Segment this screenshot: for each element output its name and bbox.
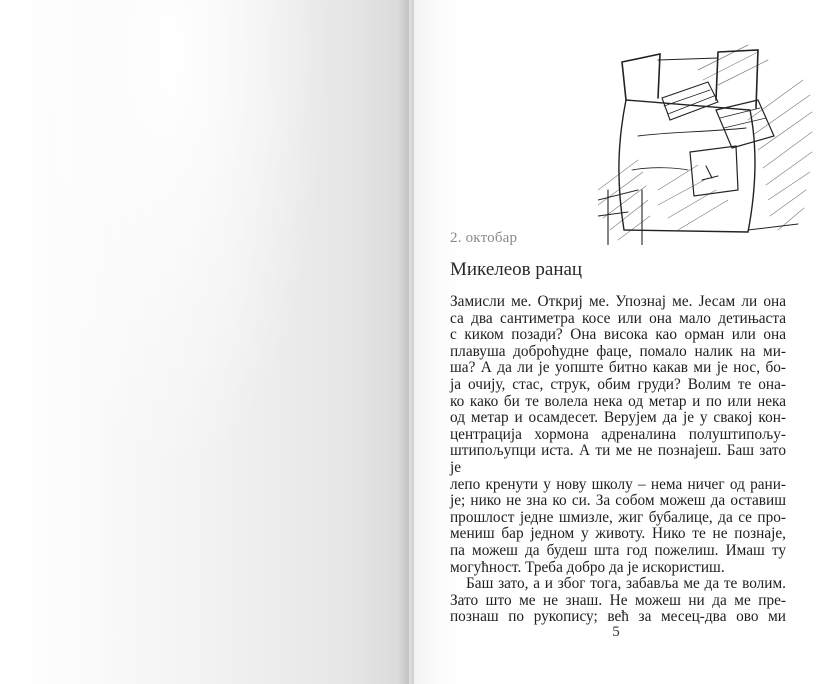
body-text-line: познаш по рукопису; већ за месец-два ово ми [450,608,786,626]
body-text-line: ша? А да ли је уопште битно какав ми је нос, бо- [450,359,786,377]
chapter-body-text [450,294,786,626]
body-text-line: Баш зато, а и због тога, забавља ме да те волим. [466,575,786,593]
backpack-sketch-icon [598,40,814,245]
page-number: 5 [612,624,620,640]
body-text-line: па можеш да будеш шта год пожелиш. Имаш ту [450,541,786,559]
body-text-line: лепо кренути у нову школу – нема ничег од рани- [450,475,786,493]
body-text-line: плавуша доброћудне фаце, помало налик на ми- [450,342,786,360]
body-text-line: с киком позади? Она висока као орман или она [450,326,786,344]
body-text-line: ко како би те волела нека од метар и по или нека [450,392,786,410]
body-text-line: могућност. Треба добро да је искористиш. [450,558,725,576]
body-text-line: мениш бар једном у животу. Нико те не познаје, [450,525,786,543]
body-text-line: са два сантиметра косе или она мало детињаста [450,309,786,327]
body-text-line: од метар и осамдесет. Верујем да је у свакој кон- [450,409,786,427]
body-text-line: прошлост једне шмизле, жиг бубалице, да се про- [450,508,786,526]
body-text-line: Замисли ме. Откриј ме. Упознај ме. Јесам ли она [450,293,786,310]
body-text-line: Зато што ме не знаш. Не можеш ни да ме пре- [450,591,786,609]
body-text-line: ја очију, стас, струк, обим груди? Волим те она- [450,375,786,393]
entry-date: 2. октобар [450,230,518,246]
body-text-line: штипољупци иста. А ти ме не познајеш. Баш зато је [450,442,786,476]
body-text-line: центрација хормона адреналина полуштипољу- [450,425,786,443]
body-text-line: је; нико не зна ко си. За собом можеш да оставиш [450,492,786,510]
right-page [414,0,818,684]
chapter-title: Микелеов ранац [450,259,583,280]
